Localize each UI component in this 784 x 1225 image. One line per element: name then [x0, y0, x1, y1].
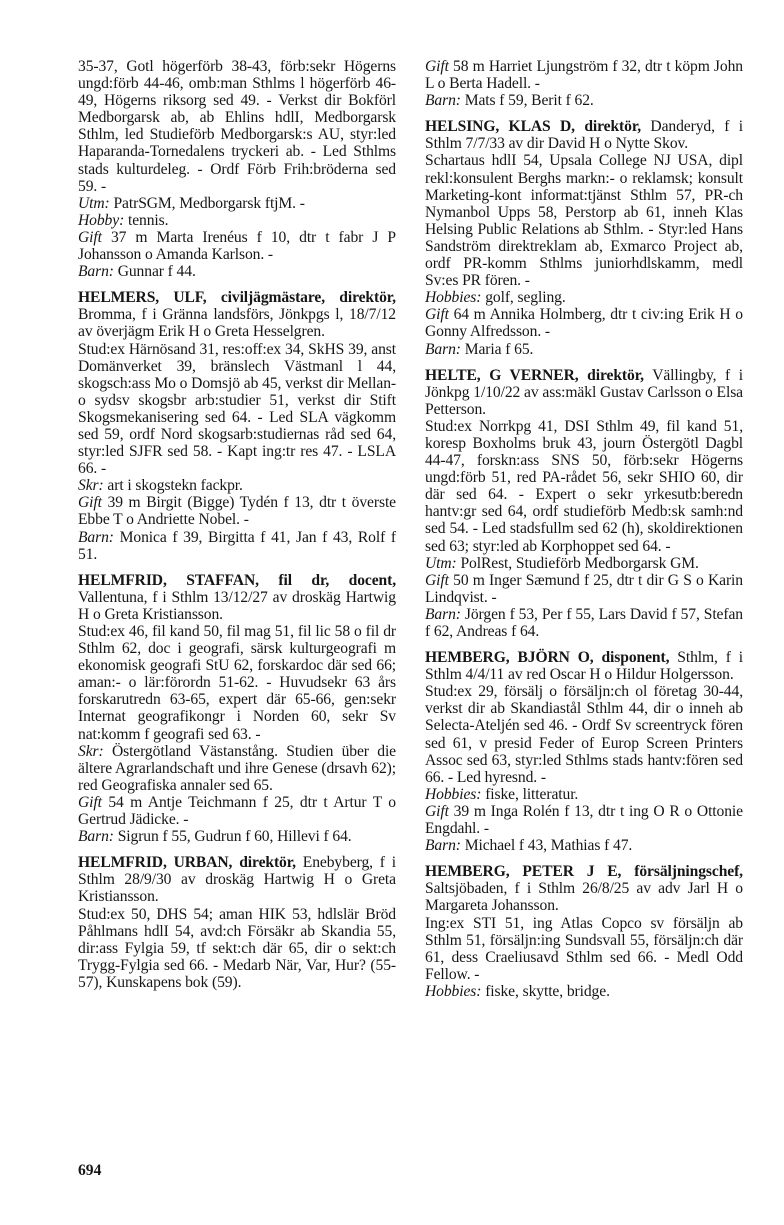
entry-intro: Bromma, f i Gränna landsförs, Jönkpgs l, 18/7/12 av överjägm Erik H o Greta Hesselgren. [78, 306, 396, 341]
entry-name: HELMFRID, URBAN, [78, 854, 233, 872]
entry-section [425, 983, 743, 1000]
entry-section [78, 195, 396, 212]
entry-name: HELSING, KLAS D, [425, 118, 575, 136]
entry-name: HELMERS, ULF, [78, 289, 207, 307]
biography-entry [78, 854, 396, 991]
section-label: Skr: [78, 477, 104, 495]
entry-head [425, 649, 743, 683]
section-text: Mats f 59, Berit f 62. [464, 92, 594, 110]
entry-section [425, 58, 743, 92]
left-column [78, 58, 396, 1000]
entry-section [78, 906, 396, 991]
section-text: Stud:ex 29, försälj o försäljn:ch ol företag 30-44, verkst dir ab Skandiastål Sthlm 44, dir o inneh ab Selecta-Ateljén sed 46. - Ordf Sv screentryck fören sed 61, v presid Feder of Europ Screen Printers Assoc sed 63, styr:led Sthlms stads hantv:fören sed 66. - Led hyresnd. - [425, 683, 743, 786]
entry-name: HEMBERG, PETER J E, [425, 863, 622, 881]
section-label: Skr: [78, 742, 104, 760]
entry-head [78, 58, 396, 195]
entry-section [425, 555, 743, 572]
section-label: Gift [78, 494, 102, 512]
section-text: Stud:ex Norrkpg 41, DSI Sthlm 49, fil kand 51, koresp Boxholms bruk 43, journ Östergötl Dagbl 44-47, forskn:ass SNS 50, förb:sekr Högerns ungd:förb 51, red PA-rådet 56, sekr SHIO 60, dir där sed 64. - Expert o sekr yrkesutb:beredn hantv:gr sed 64, ordf studieförb Medb:sk samh:nd sed 54. - Led stadsfullm sed 62 (h), skoldirektionen sed 63; styr:led ab Korphoppet sed 64. - [425, 417, 743, 555]
section-label: Hobbies: [425, 785, 482, 803]
section-label: Barn: [425, 92, 461, 110]
entry-section [78, 529, 396, 563]
entry-intro: Danderyd, f i Sthlm 7/7/33 av dir David H o Nytte Skov. [425, 118, 743, 153]
page-number: 694 [78, 1162, 102, 1179]
section-label: Barn: [425, 837, 461, 855]
entry-section [425, 786, 743, 803]
entry-intro: Vällingby, f i Jönkpg 1/10/22 av ass:mäkl Gustav Carlsson o Elsa Petterson. [425, 366, 743, 418]
section-label: Gift [425, 571, 449, 589]
entry-head [425, 863, 743, 914]
section-text: Jörgen f 53, Per f 55, Lars David f 57, Stefan f 62, Andreas f 64. [425, 605, 743, 640]
entry-section [425, 683, 743, 786]
entry-section [425, 915, 743, 983]
entry-section [78, 828, 396, 845]
entry-head [78, 854, 396, 905]
entry-section [78, 623, 396, 743]
section-text: fiske, skytte, bridge. [485, 982, 610, 1000]
entry-section [78, 341, 396, 478]
section-text: PolRest, Studieförb Medborgarsk GM. [460, 554, 699, 572]
entry-section [425, 306, 743, 340]
entry-head [425, 118, 743, 152]
section-label: Utm: [78, 194, 110, 212]
entry-intro: Enebyberg, f i Sthlm 28/9/30 av droskäg Hartwig H o Greta Kristiansson. [78, 854, 396, 906]
entry-section [425, 152, 743, 289]
entry-section [425, 803, 743, 837]
section-text: 37 m Marta Irenéus f 10, dtr t fabr J P Johansson o Amanda Karlson. - [78, 228, 396, 264]
entry-section [425, 418, 743, 555]
section-label: Barn: [78, 528, 114, 546]
entry-section [425, 837, 743, 854]
section-label: Gift [425, 802, 449, 820]
section-label: Gift [425, 306, 449, 324]
biography-entry [78, 289, 396, 563]
entry-section [78, 494, 396, 528]
section-text: art i skogstekn fackpr. [107, 477, 243, 495]
section-text: 39 m Birgit (Bigge) Tydén f 13, dtr t överste Ebbe T o Andriette Nobel. - [78, 494, 396, 529]
section-text: 54 m Antje Teichmann f 25, dtr t Artur T o Gertrud Jädicke. - [78, 793, 396, 829]
entry-title: försäljningschef, [634, 863, 743, 881]
section-label: Gift [78, 228, 102, 246]
entry-head [78, 289, 396, 340]
section-label: Barn: [78, 263, 114, 281]
entry-title: direktör, [239, 854, 296, 872]
entry-section [78, 212, 396, 229]
entry-name: HELMFRID, STAFFAN, [78, 571, 259, 589]
section-label: Hobby: [78, 211, 125, 229]
section-text: Stud:ex 50, DHS 54; aman HIK 53, hdlslär Bröd Påhlmans hdlI 54, avd:ch Försäkr ab Skandia 55, dir:ass Fylgia 59, tf sekt:ch där 65, dir o sekt:ch Trygg-Fylgia sed 66. - Medarb När, Var, Hur? (55-57), Kunskapens bok (59). [78, 905, 396, 991]
entry-section [425, 606, 743, 640]
section-label: Gift [425, 58, 449, 75]
entry-head [78, 572, 396, 623]
section-text: fiske, litteratur. [485, 785, 579, 803]
section-label: Hobbies: [425, 982, 482, 1000]
section-text: 39 m Inga Rolén f 13, dtr t ing O R o Ottonie Engdahl. - [425, 802, 743, 838]
section-text: Ing:ex STI 51, ing Atlas Copco sv försäljn ab Sthlm 51, försäljn:ing Sundsvall 55, försäljn:ch där 61, dess Craeliusavd Sthlm sed 66. - Medl Odd Fellow. - [425, 914, 743, 983]
section-text: Maria f 65. [464, 340, 534, 358]
entry-title: disponent, [601, 649, 670, 667]
section-text: Michael f 43, Mathias f 47. [464, 837, 633, 855]
entry-section [78, 229, 396, 263]
section-text: Stud:ex 46, fil kand 50, fil mag 51, fil lic 58 o fil dr Sthlm 62, doc i geografi, särsk kulturgeografi m ekonomisk geografi StU 62, forskardoc där sed 66; aman:- o lär:förordn 51-62. - Huvudsekr 63 års forskarutredn 63-65, expert där 65-66, gen:sekr Internat geografikongr i Norden 60, sekr Sv nat:komm f geografi sed 63. - [78, 623, 396, 743]
entry-title: civiljägmästare, direktör, [220, 289, 396, 307]
biography-entry [425, 58, 743, 109]
biography-entry [78, 572, 396, 846]
entry-name: HEMBERG, BJÖRN O, [425, 649, 594, 667]
section-text: 50 m Inger Sæmund f 25, dtr t dir G S o Karin Lindqvist. - [425, 571, 743, 606]
section-text: Gunnar f 44. [117, 263, 196, 281]
section-text: 64 m Annika Holmberg, dtr t civ:ing Erik H o Gonny Alfredsson. - [425, 306, 743, 341]
biography-entry [425, 649, 743, 854]
section-text: Stud:ex Härnösand 31, res:off:ex 34, SkHS 39, anst Domänverket 39, bränslech Västmanl l 44, skogsch:ass Mo o Domsjö ab 45, verkst dir Mellan- o sydsv skogsbr arb:studier 51, verkst dir Stift Skogsmekanisering sed 64. - Led SLA vägkomm sed 59, ordf Nord skogsarb:studiernas råd sed 64, styr:led SJFR sed 58. - Kapt ing:tr res 47. - LSLA 66. - [78, 340, 396, 478]
section-label: Utm: [425, 554, 457, 572]
entry-intro: 35-37, Gotl högerförb 38-43, förb:sekr Högerns ungd:förb 44-46, omb:man Sthlms l högerförb 46-49, Högerns riksorg sed 49. - Verkst dir Bokförl Medborgarsk ab, ab Ehlins hdlI, Medborgarsk Sthlm, led Studieförb Medborgarsk:s AU, styr:led Haparanda-Tornedalens tryckeri ab. - Led Sthlms stads kulturdeleg. - Ordf Förb Frih:bröderna sed 59. - [78, 58, 396, 195]
entry-intro: Vallentuna, f i Sthlm 13/12/27 av droskäg Hartwig H o Greta Kristiansson. [78, 588, 396, 623]
entry-intro: Sthlm, f i Sthlm 4/4/11 av red Oscar H o Hildur Holgersson. [425, 649, 743, 684]
section-label: Gift [78, 793, 102, 811]
entry-title: direktör, [584, 118, 642, 136]
biography-entry [425, 863, 743, 1000]
right-column [425, 58, 743, 1009]
biography-entry [425, 367, 743, 641]
entry-section [425, 289, 743, 306]
section-label: Barn: [78, 828, 114, 846]
entry-section [78, 263, 396, 280]
entry-section [425, 572, 743, 606]
entry-section [425, 341, 743, 358]
entry-intro: Saltsjöbaden, f i Sthlm 26/8/25 av adv Jarl H o Margareta Johansson. [425, 880, 743, 915]
entry-head [425, 367, 743, 418]
entry-section [78, 477, 396, 494]
section-text: 58 m Harriet Ljungström f 32, dtr t köpm John L o Berta Hadell. - [425, 58, 743, 93]
section-text: Schartaus hdlI 54, Upsala College NJ USA, dipl rekl:konsulent Berghs markn:- o reklamsk; konsult Marketing-kont informat:tjänst Sthlm 57, PR-ch Nymanbol Upps 58, Perstorp ab 61, inneh Klas Helsing Public Relations ab Sthlm. - Styr:led Hans Sandström direktreklam ab, Exmarco Project ab, ordf PR-komm Sthlms juniorhdlskamm, medl Sv:es PR fören. - [425, 152, 743, 290]
section-text: Sigrun f 55, Gudrun f 60, Hillevi f 64. [117, 828, 352, 846]
biography-entry [78, 58, 396, 280]
section-text: Östergötland Västanstång. Studien über die ältere Agrarlandschaft und ihre Genese (drsavh 62); red Geografiska annaler sed 65. [78, 742, 396, 794]
section-text: PatrSGM, Medborgarsk ftjM. - [113, 194, 305, 212]
section-text: golf, segling. [485, 289, 566, 307]
section-label: Barn: [425, 605, 461, 623]
entry-title: direktör, [587, 366, 644, 384]
section-text: Monica f 39, Birgitta f 41, Jan f 43, Rolf f 51. [78, 528, 396, 563]
entry-section [78, 743, 396, 794]
section-label: Barn: [425, 340, 461, 358]
entry-section [425, 92, 743, 109]
entry-section [78, 794, 396, 828]
entry-name: HELTE, G VERNER, [425, 366, 579, 384]
section-text: tennis. [127, 211, 169, 229]
entry-title: fil dr, docent, [278, 571, 396, 589]
section-label: Hobbies: [425, 289, 482, 307]
biography-entry [425, 118, 743, 357]
